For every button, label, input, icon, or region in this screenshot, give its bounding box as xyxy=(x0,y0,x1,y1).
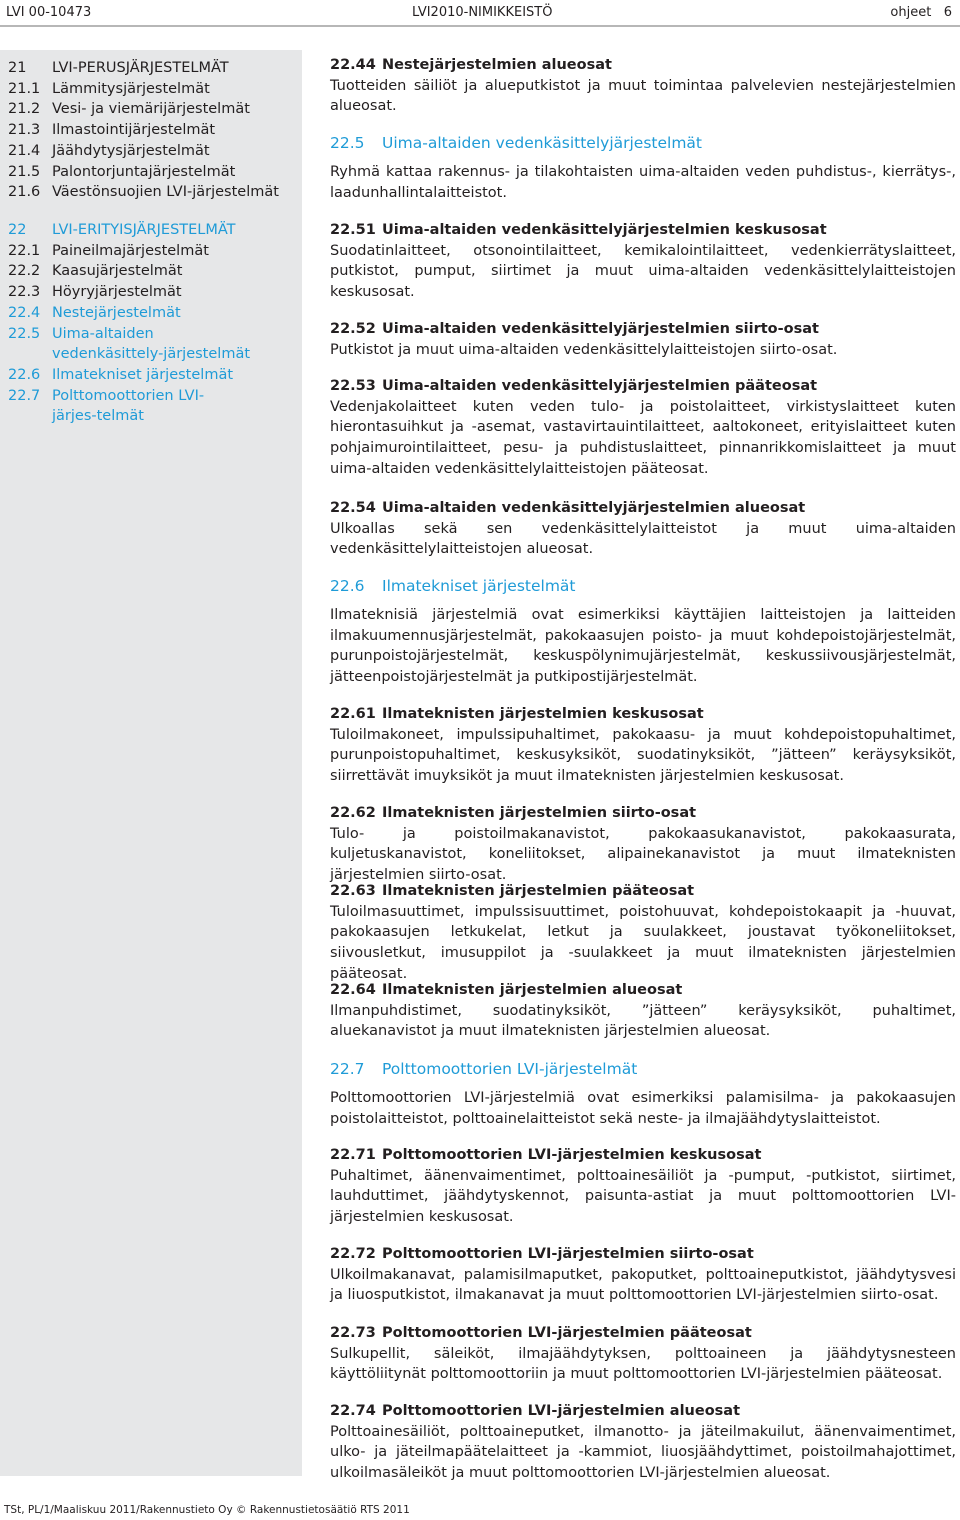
section-title: Polttomoottorien LVI-järjestelmien keskusosat xyxy=(382,1147,762,1163)
section-title: Ilmateknisten järjestelmien alueosat xyxy=(382,982,683,998)
toc-label: Kaasujärjestelmät xyxy=(52,263,183,280)
section-number: 22.6 xyxy=(330,577,365,595)
section-title: Nestejärjestelmien alueosat xyxy=(382,57,612,73)
toc-label: Palontorjuntajärjestelmät xyxy=(52,163,236,180)
toc-label: Paineilmajärjestelmät xyxy=(52,242,209,259)
toc-item xyxy=(8,324,292,365)
page-footer: TSt, PL/1/Maaliskuu 2011/Rakennustieto Oy © Rakennustietosäätiö RTS 2011 xyxy=(4,1504,410,1516)
section-title: Polttomoottorien LVI-järjestelmien siirto-osat xyxy=(382,1246,754,1262)
section-body: Ulkoallas sekä sen vedenkäsittelylaitteistot ja muut uima-altaiden vedenkäsittelylaitteistojen alueosat. xyxy=(330,520,956,558)
section-heading xyxy=(330,1244,956,1265)
section-heading xyxy=(330,1059,956,1080)
toc-item xyxy=(8,120,292,141)
section-title: Uima-altaiden vedenkäsittelyjärjestelmien alueosat xyxy=(382,500,806,516)
section-title: Polttomoottorien LVI-järjestelmien alueosat xyxy=(382,1403,741,1419)
section-body: Polttoainesäiliöt, polttoaineputket, ilmanotto- ja jäteilmakuilut, äänenvaimentimet, ulko- ja jäteilmapäätelaitteet ja -kammiot, liuosjäähdyttimet, poistoilmahajottimet, ulkoilmasäleiköt ja muut polttomoottorien LVI-järjestelmien alueosat. xyxy=(330,1423,956,1482)
section-body: Putkistot ja muut uima-altaiden vedenkäsittelylaitteistojen siirto-osat. xyxy=(330,341,838,358)
section-22-44 xyxy=(330,55,956,117)
section-heading xyxy=(330,881,956,902)
toc-item xyxy=(8,58,292,79)
section-22-63 xyxy=(330,881,956,985)
section-body: Polttomoottorien LVI-järjestelmiä ovat esimerkiksi palamisilma- ja pakokaasujen poistolaitteistot, polttoainelaitteistot sekä neste- ja ilmajäähdytyslaitteistot. xyxy=(330,1090,956,1127)
section-heading xyxy=(330,376,956,397)
section-22-6 xyxy=(330,576,956,688)
section-heading xyxy=(330,1145,956,1166)
toc-number: 22.6 xyxy=(8,366,41,383)
section-22-52 xyxy=(330,319,956,360)
table-of-contents-sidebar xyxy=(0,50,302,1476)
section-body: Sulkupellit, säleiköt, ilmajäähdytyksen, polttoaineen ja jäähdytysnesteen käyttöliitynät polttomoottoriin ja muut polttomoottorien LVI-järjestelmien pääteosat. xyxy=(330,1345,956,1383)
section-22-53 xyxy=(330,376,956,480)
section-body: Tuloilmakoneet, impulssipuhaltimet, pakokaasu- ja muut kohdepoistopuhaltimet, purunpoistopuhaltimet, keskusyksiköt, suodatinyksiköt, ”jätteen” keräysyksiköt, siirrettävät imuyksiköt ja muut ilmateknisten järjestelmien keskusosat. xyxy=(330,726,956,785)
section-title: Uima-altaiden vedenkäsittelyjärjestelmien pääteosat xyxy=(382,378,818,394)
toc-item xyxy=(8,386,292,427)
section-body: Ryhmä kattaa rakennus- ja tilakohtaisten uima-altaiden veden puhdistus-, kierrätys-, laadunhallintalaitteistot. xyxy=(330,164,956,201)
toc-label: LVI-PERUSJÄRJESTELMÄT xyxy=(52,60,229,76)
section-number: 22.54 xyxy=(330,500,376,516)
toc-item xyxy=(8,79,292,100)
section-heading xyxy=(330,55,956,76)
toc-number: 22.5 xyxy=(8,325,41,342)
toc-label: Jäähdytysjärjestelmät xyxy=(52,142,210,159)
section-body: Suodatinlaitteet, otsonointilaitteet, kemikalointilaitteet, vedenkierrätyslaitteet, putkistot, pumput, siirtimet ja muut uima-altaiden vedenkäsittelylaitteistojen keskusosat. xyxy=(330,242,956,301)
section-number: 22.7 xyxy=(330,1060,365,1078)
section-number: 22.53 xyxy=(330,378,376,394)
toc-number: 21 xyxy=(8,60,27,76)
section-title: Ilmatekniset järjestelmät xyxy=(382,577,576,595)
toc-item xyxy=(8,303,292,324)
section-title: Ilmateknisten järjestelmien pääteosat xyxy=(382,883,695,899)
section-22-71 xyxy=(330,1145,956,1228)
section-number: 22.74 xyxy=(330,1403,376,1419)
toc-number: 22.2 xyxy=(8,263,41,280)
section-number: 22.62 xyxy=(330,805,376,821)
section-body: Vedenjakolaitteet kuten veden tulo- ja poistolaitteet, virkistyslaitteet kuten hierontasuihkut ja -asemat, vastavirtauintilaitteet, aaltokoneet, erityislaitteet kuten pohjaimurointilaitteet, pesu- ja puhdistuslaitteet, pinnanrikkomislaitteet ja muut uima-altaiden vedenkäsittelylaitteistojen pääteosat. xyxy=(330,398,956,477)
toc-item xyxy=(8,261,292,282)
toc-item xyxy=(8,220,292,241)
section-22-73 xyxy=(330,1323,956,1385)
toc-label: Ilmastointijärjestelmät xyxy=(52,122,216,139)
section-heading xyxy=(330,133,956,154)
section-number: 22.72 xyxy=(330,1246,376,1262)
section-body: Tuotteiden säiliöt ja alueputkistot ja muut toimintaa palvelevien nestejärjestelmien alueosat. xyxy=(330,77,956,115)
toc-item xyxy=(8,365,292,386)
section-22-62 xyxy=(330,803,956,886)
toc-group-21 xyxy=(8,58,292,203)
toc-label: Uima-altaiden vedenkäsittely-järjestelmät xyxy=(52,325,251,363)
page-header xyxy=(0,0,960,28)
section-22-64 xyxy=(330,980,956,1042)
toc-number: 21.2 xyxy=(8,101,41,118)
toc-label: LVI-ERITYISJÄRJESTELMÄT xyxy=(52,222,236,238)
header-rule xyxy=(0,25,960,27)
toc-label: Ilmatekniset järjestelmät xyxy=(52,366,234,383)
toc-number: 21.5 xyxy=(8,163,41,180)
toc-item xyxy=(8,141,292,162)
toc-number: 22.3 xyxy=(8,284,41,301)
section-22-72 xyxy=(330,1244,956,1306)
section-heading xyxy=(330,1323,956,1344)
section-22-5 xyxy=(330,133,956,203)
section-heading xyxy=(330,704,956,725)
section-body: Puhaltimet, äänenvaimentimet, polttoainesäiliöt ja -pumput, -putkistot, siirtimet, lauhduttimet, jäähdytyskennot, paisunta-astiat ja muut polttomoottorien LVI-järjestelmien keskusosat. xyxy=(330,1167,956,1226)
section-22-74 xyxy=(330,1401,956,1484)
toc-number: 22.1 xyxy=(8,242,41,259)
section-title: Polttomoottorien LVI-järjestelmät xyxy=(382,1060,638,1078)
toc-number: 21.1 xyxy=(8,80,41,97)
toc-number: 22.7 xyxy=(8,387,41,404)
section-number: 22.73 xyxy=(330,1325,376,1341)
section-title: Uima-altaiden vedenkäsittelyjärjestelmien siirto-osat xyxy=(382,321,819,337)
toc-item xyxy=(8,162,292,183)
section-body: Tuloilmasuuttimet, impulssisuuttimet, poistohuuvat, kohdepoistokaapit ja -huuvat, pakokaasujen letkukelat, letkut ja suulakkeet, joustavat työkoneliitokset, siivousletkut, imusuppilot ja -suulakkeet ja muut ilmateknisten järjestelmien pääteosat. xyxy=(330,903,956,982)
toc-number: 22.4 xyxy=(8,304,41,321)
section-title: Polttomoottorien LVI-järjestelmien pääteosat xyxy=(382,1325,752,1341)
section-number: 22.64 xyxy=(330,982,376,998)
toc-item xyxy=(8,182,292,203)
section-22-54 xyxy=(330,498,956,560)
section-body: Ulkoilmakanavat, palamisilmaputket, pakoputket, polttoaineputkistot, jäähdytysvesi ja liuosputkistot, ilmakanavat ja muut polttomoottorien LVI-järjestelmien siirto-osat. xyxy=(330,1266,956,1304)
section-heading xyxy=(330,576,956,597)
section-title: Uima-altaiden vedenkäsittelyjärjestelmät xyxy=(382,134,703,152)
section-title: Ilmateknisten järjestelmien keskusosat xyxy=(382,706,704,722)
toc-item xyxy=(8,241,292,262)
section-number: 22.51 xyxy=(330,222,376,238)
toc-label: Polttomoottorien LVI-järjes-telmät xyxy=(52,387,205,425)
toc-number: 22 xyxy=(8,222,27,238)
section-heading xyxy=(330,220,956,241)
section-title: Ilmateknisten järjestelmien siirto-osat xyxy=(382,805,697,821)
section-number: 22.61 xyxy=(330,706,376,722)
section-22-7 xyxy=(330,1059,956,1129)
section-number: 22.71 xyxy=(330,1147,376,1163)
section-number: 22.5 xyxy=(330,134,365,152)
section-number: 22.63 xyxy=(330,883,376,899)
section-number: 22.52 xyxy=(330,321,376,337)
toc-group-22 xyxy=(8,220,292,427)
toc-label: Vesi- ja viemärijärjestelmät xyxy=(52,101,250,118)
toc-label: Lämmitysjärjestelmät xyxy=(52,80,210,97)
section-22-61 xyxy=(330,704,956,787)
section-body: Ilmanpuhdistimet, suodatinyksiköt, ”jätteen” keräysyksiköt, puhaltimet, aluekanavistot ja muut ilmateknisten järjestelmien alueosat. xyxy=(330,1002,956,1040)
section-22-51 xyxy=(330,220,956,303)
toc-item xyxy=(8,99,292,120)
section-number: 22.44 xyxy=(330,57,376,73)
page-number: ohjeet 6 xyxy=(890,5,952,20)
doc-title: LVI2010-NIMIKKEISTÖ xyxy=(412,5,553,20)
toc-item xyxy=(8,282,292,303)
section-heading xyxy=(330,319,956,340)
toc-number: 21.3 xyxy=(8,122,41,139)
section-body: Tulo- ja poistoilmakanavistot, pakokaasukanavistot, pakokaasurata, kuljetuskanavistot, koneliitokset, alipainekanavistot ja muut ilmateknisten järjestelmien siirto-osat. xyxy=(330,825,956,884)
toc-label: Höyryjärjestelmät xyxy=(52,284,182,301)
toc-number: 21.6 xyxy=(8,184,41,201)
section-title: Uima-altaiden vedenkäsittelyjärjestelmien keskusosat xyxy=(382,222,827,238)
toc-label: Väestönsuojien LVI-järjestelmät xyxy=(52,184,279,201)
section-heading xyxy=(330,1401,956,1422)
section-heading xyxy=(330,498,956,519)
section-body: Ilmateknisiä järjestelmiä ovat esimerkiksi käyttäjien laitteistojen ja laitteiden ilmakuumennusjärjestelmät, pakokaasujen poisto- ja muut kohdepoistojärjestelmät, purunpoistojärjestelmät, keskuspölynimujärjestelmät, keskussiivousjärjestelmät, jätteenpoistojärjestelmät ja putkipostijärjestelmät. xyxy=(330,607,956,686)
section-heading xyxy=(330,980,956,1001)
section-heading xyxy=(330,803,956,824)
toc-label: Nestejärjestelmät xyxy=(52,304,181,321)
toc-number: 21.4 xyxy=(8,142,41,159)
doc-number: LVI 00-10473 xyxy=(6,5,92,20)
